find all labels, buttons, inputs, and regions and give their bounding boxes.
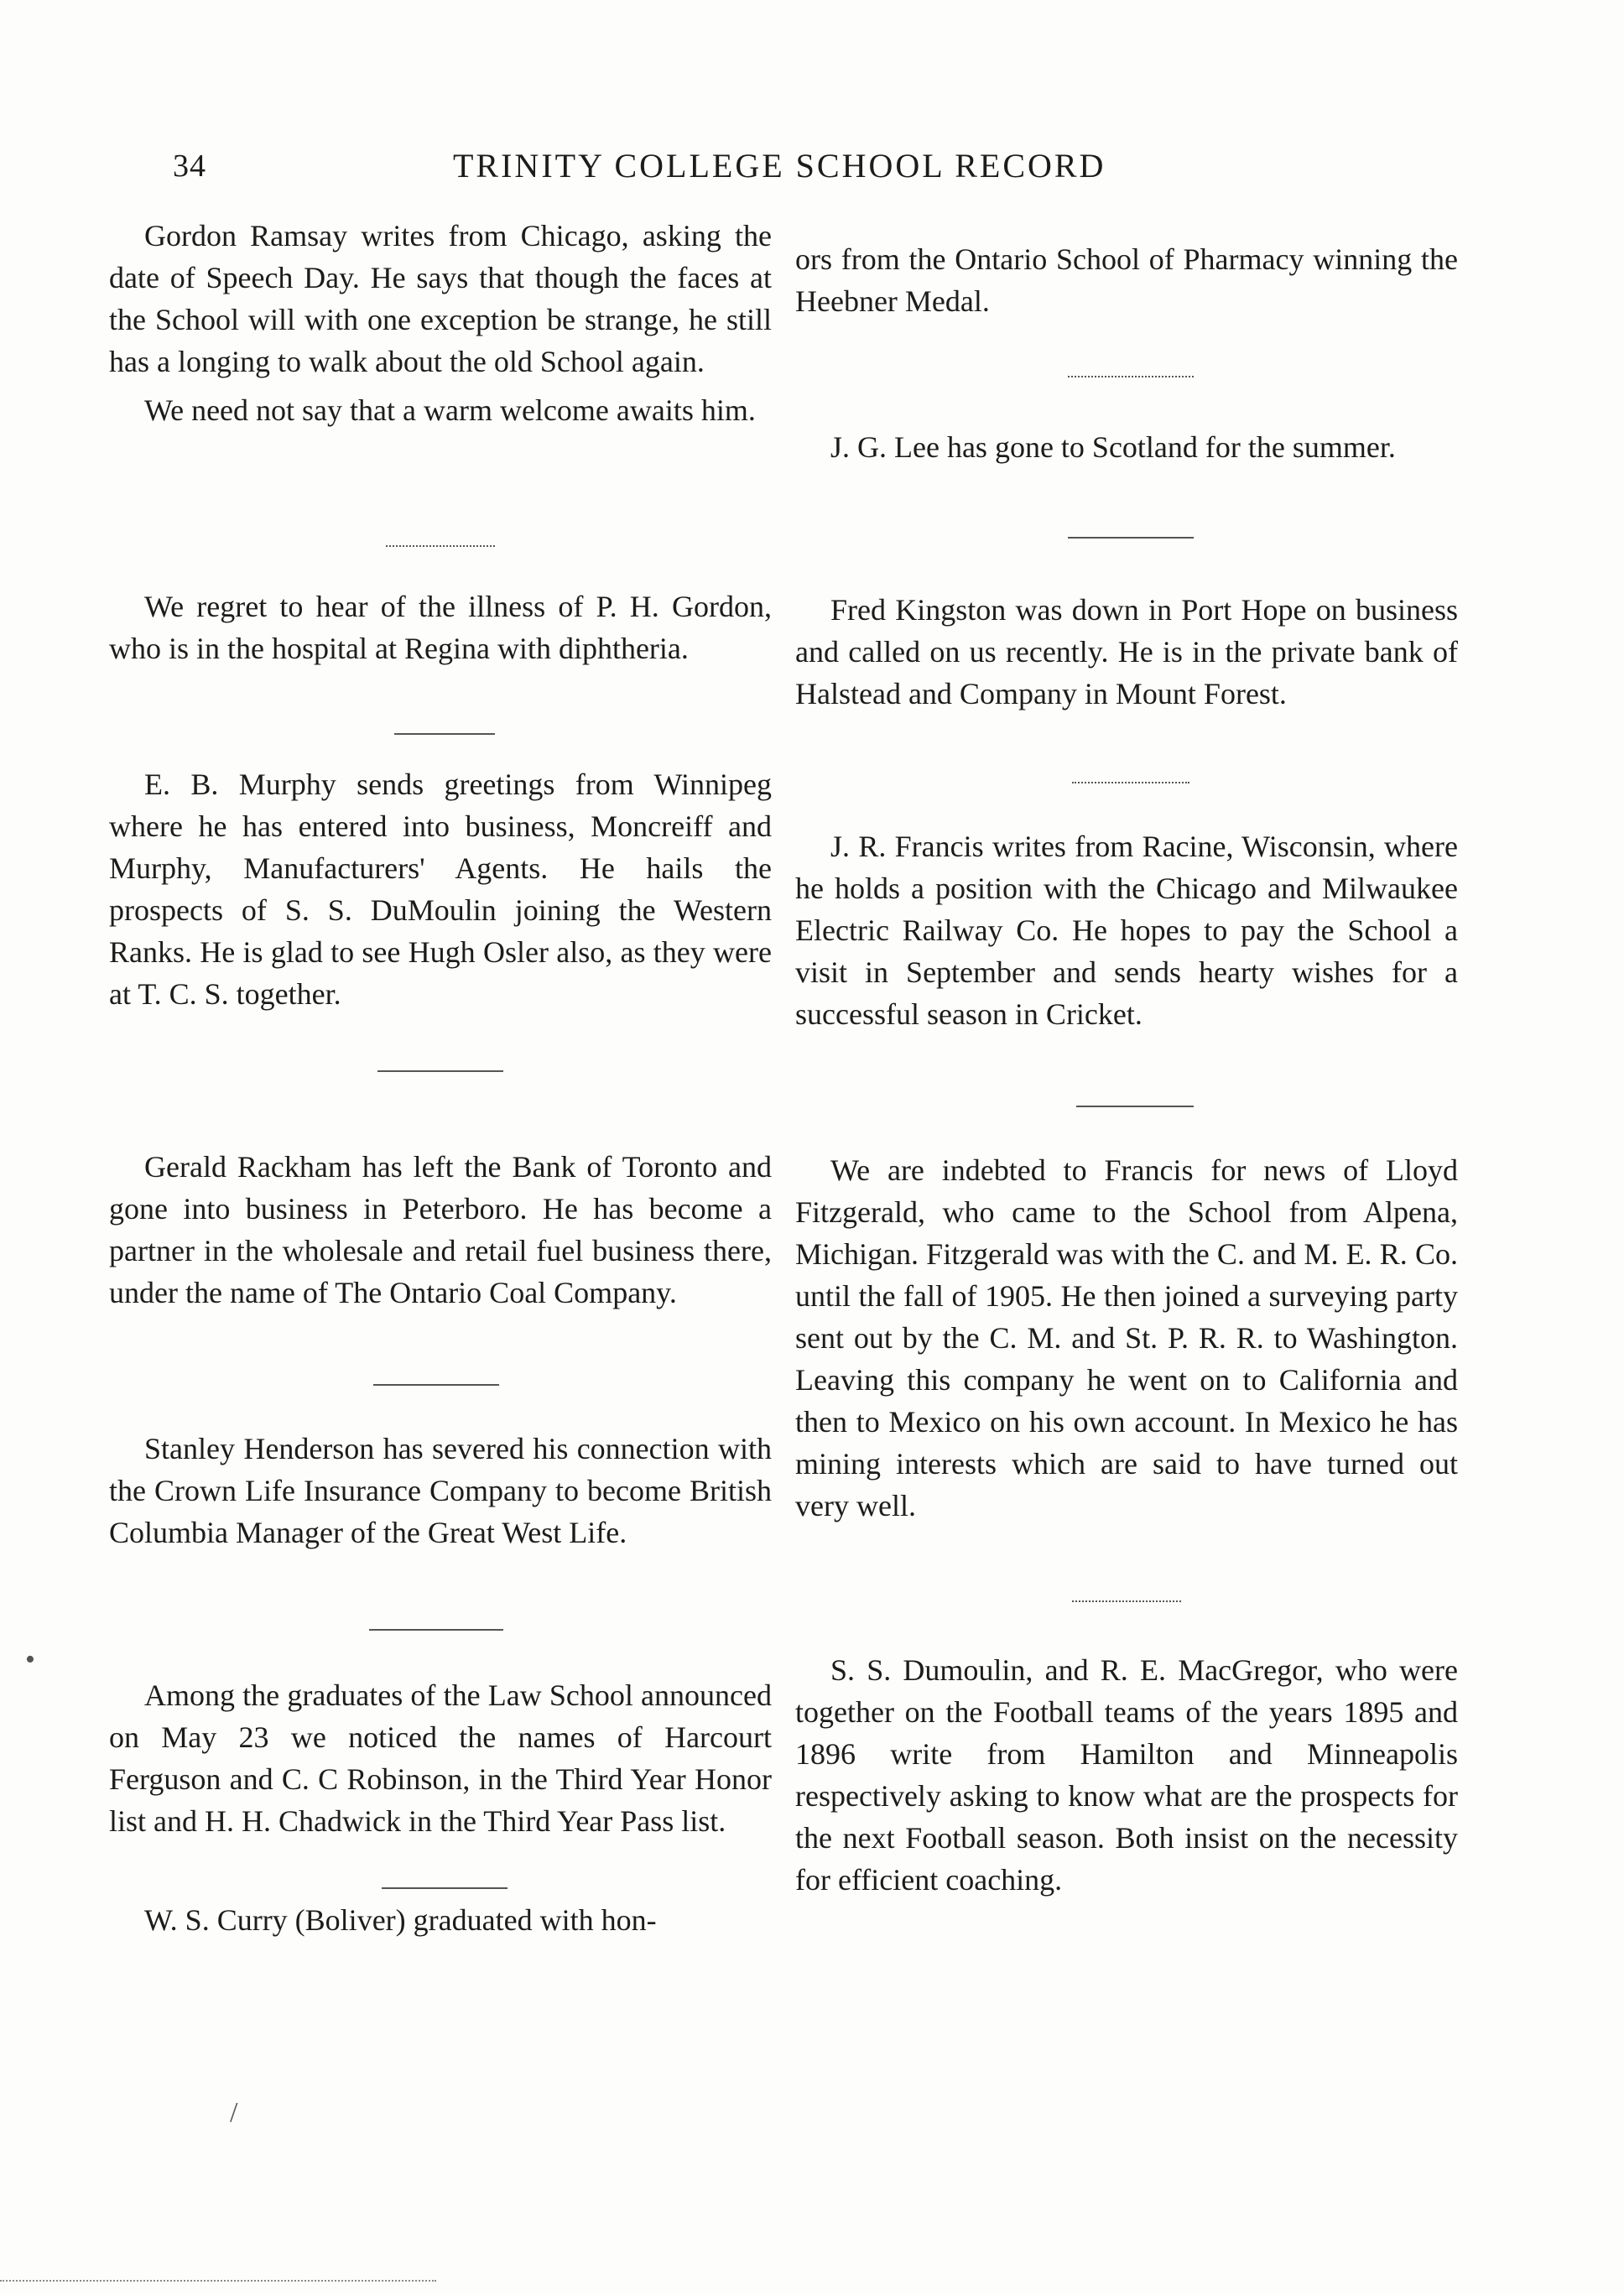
print-speck: •: [25, 1644, 35, 1675]
page-number: 34: [173, 148, 206, 184]
paragraph-kingston: Fred Kingston was down in Port Hope on business and called on us recently. He is in the private bank of Halstead and Company in Mount Forest.: [795, 593, 1458, 710]
item-francis: [795, 825, 1458, 1035]
paragraph-murphy: E. B. Murphy sends greetings from Winnipeg where he has entered into business, Moncreiff and Murphy, Manufacturers' Agents. He hails the prospects of S. S. DuMoulin joining the Western Ranks. He is glad to see Hugh Osler also, as they were at T. C. S. together.: [109, 768, 772, 1011]
paragraph-ramsay: Gordon Ramsay writes from Chicago, asking the date of Speech Day. He says that though the faces at the School will with one exception be strange, he still has a longing to walk about the old School again.: [109, 219, 772, 378]
paragraph-curry-end: ors from the Ontario School of Pharmacy winning the Heebner Medal.: [795, 242, 1458, 318]
separator-rule: [1072, 782, 1189, 783]
separator-rule: [1076, 1106, 1194, 1107]
separator-rule: [382, 1887, 508, 1889]
separator-rule: [386, 545, 495, 547]
item-gordon: [109, 585, 772, 669]
paragraph-fitzgerald: We are indebted to Francis for news of Lloyd Fitzgerald, who came to the School from Alpena, Michigan. Fitzgerald was with the C. and M. E. R. Co. until the fall of 1905. He then joined a surveying party sent out by the C. M. and St. P. R. R. to Washington. Leaving this company he went on to California and then to Mexico on his own account. In Mexico he has mining interests which are said to have turned out very well.: [795, 1153, 1458, 1522]
item-dumoulin: [795, 1649, 1458, 1901]
paragraph-ramsay-welcome: We need not say that a warm welcome awaits him.: [144, 393, 756, 427]
item-lee: [795, 426, 1458, 468]
paragraph-gordon: We regret to hear of the illness of P. H. Gordon, who is in the hospital at Regina with diphtheria.: [109, 590, 772, 665]
print-speck: /: [230, 2097, 238, 2128]
separator-rule: [394, 733, 495, 735]
item-ramsay: [109, 215, 772, 431]
item-murphy: [109, 763, 772, 1015]
separator-rule: [1072, 1600, 1181, 1602]
paragraph-curry-start: W. S. Curry (Boliver) graduated with hon-: [144, 1903, 657, 1937]
paragraph-lee: J. G. Lee has gone to Scotland for the summer.: [830, 430, 1396, 464]
paragraph-dumoulin: S. S. Dumoulin, and R. E. MacGregor, who were together on the Football teams of the years 1895 and 1896 write from Hamilton and Minneapolis respectively asking to know what are the prospects for the next Football season. Both insist on the necessity for efficient coaching.: [795, 1653, 1458, 1897]
item-fitzgerald: [795, 1149, 1458, 1527]
separator-rule: [1068, 537, 1194, 539]
item-law-school: [109, 1674, 772, 1842]
separator-rule: [369, 1629, 503, 1631]
item-kingston: [795, 589, 1458, 715]
paragraph-rackham: Gerald Rackham has left the Bank of Toronto and gone into business in Peterboro. He has become a partner in the wholesale and retail fuel business there, under the name of The Ontario Coal Company.: [109, 1150, 772, 1309]
page-header: [0, 143, 1624, 201]
paragraph-francis: J. R. Francis writes from Racine, Wisconsin, where he holds a position with the Chicago and Milwaukee Electric Railway Co. He hopes to pay the School a visit in September and sends hearty wishes for a successful season in Cricket.: [795, 830, 1458, 1031]
running-title: TRINITY COLLEGE SCHOOL RECORD: [453, 147, 1106, 185]
separator-rule: [1068, 376, 1194, 377]
item-curry-start: [109, 1899, 772, 1941]
item-rackham: [109, 1146, 772, 1314]
paragraph-law-school: Among the graduates of the Law School announced on May 23 we noticed the names of Harcourt Ferguson and C. C Robinson, in the Third Year Honor list and H. H. Chadwick in the Third Year Pass list.: [109, 1678, 772, 1838]
item-henderson: [109, 1428, 772, 1553]
scan-edge-noise: [0, 2280, 436, 2282]
separator-rule: [377, 1070, 503, 1072]
separator-rule: [373, 1384, 499, 1386]
paragraph-henderson: Stanley Henderson has severed his connection with the Crown Life Insurance Company to become British Columbia Manager of the Great West Life.: [109, 1432, 772, 1549]
item-curry-end: [795, 238, 1458, 322]
